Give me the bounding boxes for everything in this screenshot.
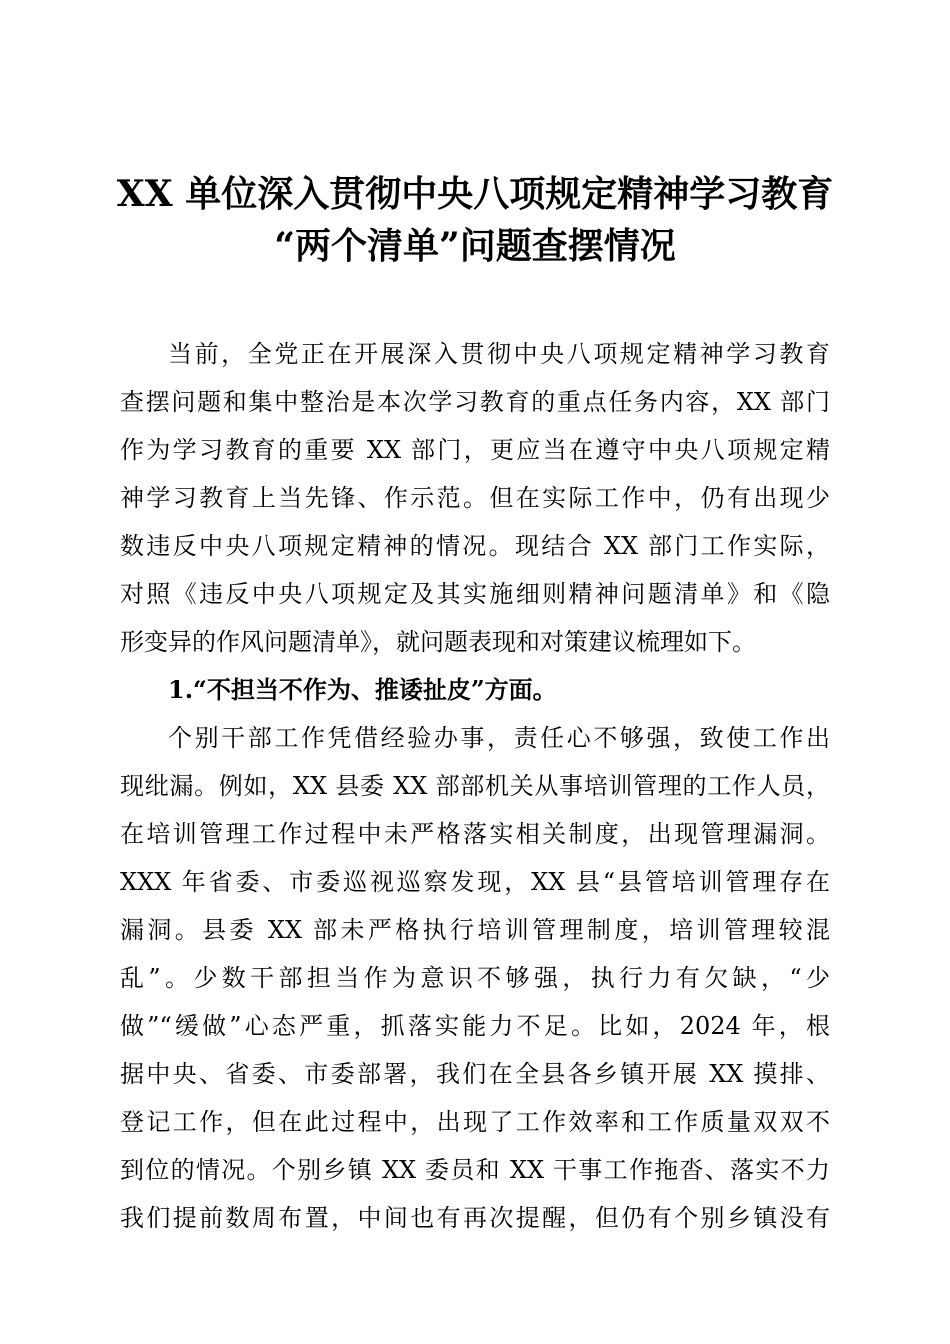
paragraph-line: 我们提前数周布置，中间也有再次提醒，但仍有个别乡镇没有: [120, 1204, 830, 1232]
paragraph-line: 作为学习教育的重要 XX 部门，更应当在遵守中央八项规定精: [120, 436, 830, 464]
paragraph-line: 个别干部工作凭借经验办事，责任心不够强，致使工作出: [168, 724, 830, 752]
paragraph-line: 漏洞。县委 XX 部未严格执行培训管理制度，培训管理较混: [120, 916, 830, 944]
section-heading: 1.“不担当不作为、推诿扯皮”方面。: [168, 675, 557, 704]
paragraph-line: 登记工作，但在此过程中，出现了工作效率和工作质量双双不: [120, 1108, 830, 1136]
paragraph-line: 据中央、省委、市委部署，我们在全县各乡镇开展 XX 摸排、: [120, 1060, 830, 1088]
paragraph-line: 查摆问题和集中整治是本次学习教育的重点任务内容，XX 部门: [120, 388, 830, 416]
document-title-line-1: XX 单位深入贯彻中央八项规定精神学习教育: [116, 173, 834, 215]
paragraph-line: 对照《违反中央八项规定及其实施细则精神问题清单》和《隐: [120, 580, 830, 608]
paragraph-line: 到位的情况。个别乡镇 XX 委员和 XX 干事工作拖沓、落实不力: [120, 1156, 830, 1184]
document-title-line-2: “两个清单”问题查摆情况: [274, 225, 676, 267]
paragraph-line: 在培训管理工作过程中未严格落实相关制度，出现管理漏洞。: [120, 820, 830, 848]
paragraph-line: 现纰漏。例如，XX 县委 XX 部部机关从事培训管理的工作人员，: [120, 772, 830, 800]
paragraph-line: 做”“缓做”心态严重，抓落实能力不足。比如，2024 年，根: [120, 1012, 830, 1040]
paragraph-line: 数违反中央八项规定精神的情况。现结合 XX 部门工作实际，: [120, 532, 830, 560]
paragraph-line: 形变异的作风问题清单》，就问题表现和对策建议梳理如下。: [120, 628, 756, 656]
paragraph-line: XXX 年省委、市委巡视巡察发现，XX 县“县管培训管理存在: [120, 868, 830, 896]
paragraph-line: 当前，全党正在开展深入贯彻中央八项规定精神学习教育: [168, 340, 830, 368]
paragraph-line: 乱”。少数干部担当作为意识不够强，执行力有欠缺，“少: [120, 964, 830, 992]
paragraph-line: 神学习教育上当先锋、作示范。但在实际工作中，仍有出现少: [120, 484, 830, 512]
